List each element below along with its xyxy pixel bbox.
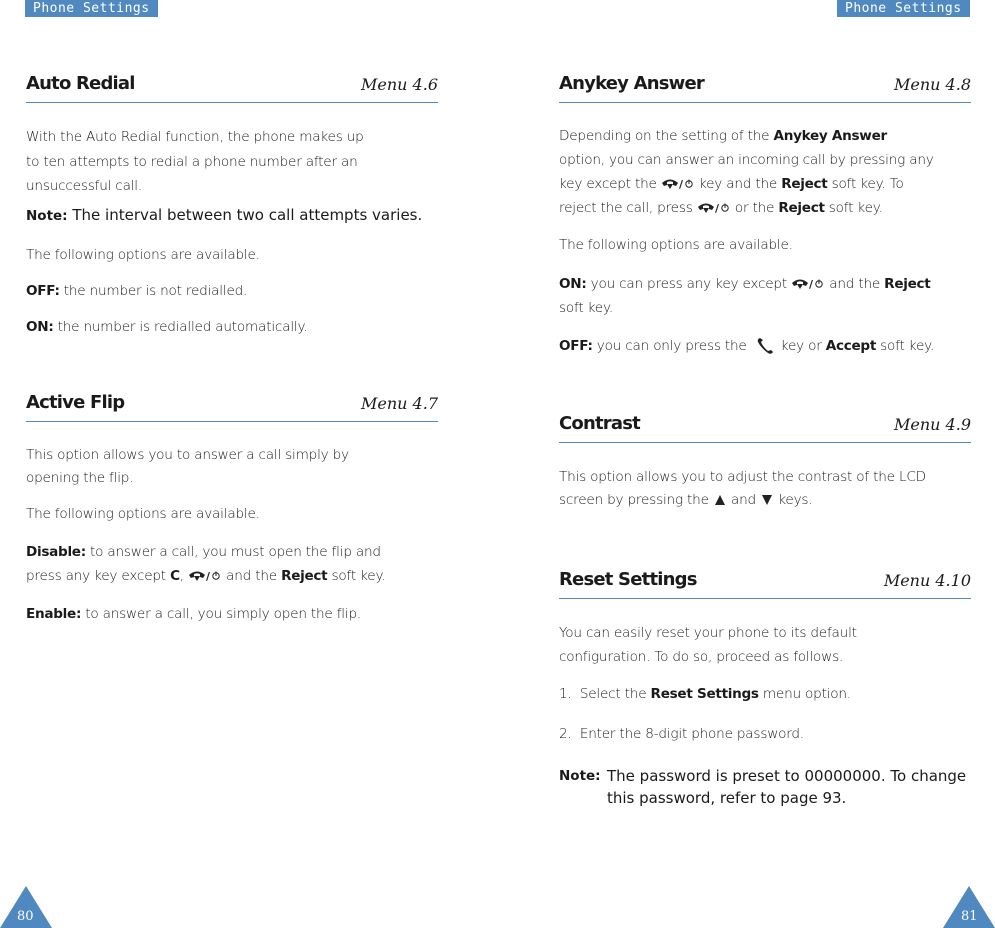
option-off: OFF: the number is not redialled. bbox=[26, 283, 248, 299]
section-title: Contrast bbox=[559, 413, 640, 434]
section-header bbox=[26, 72, 438, 103]
page-number-right: 81 bbox=[943, 886, 995, 928]
paragraph: The following options are available. bbox=[26, 247, 260, 263]
header-tab-left: Phone Settings bbox=[25, 0, 158, 17]
paragraph: You can easily reset your phone to its default configuration. To do so, proceed as follows. bbox=[559, 625, 857, 665]
note-label: Note: bbox=[559, 768, 601, 784]
section-contrast bbox=[559, 412, 971, 443]
header-tab-right: Phone Settings bbox=[837, 0, 970, 17]
paragraph: Depending on the setting of the Anykey Answer option, you can answer an incoming call by pressing any key except the key and the Reject soft key. To reject the call, press or the Reject soft key. bbox=[559, 128, 934, 216]
paragraph: This option allows you to answer a call simply by opening the flip. bbox=[26, 447, 349, 486]
section-title: Reset Settings bbox=[559, 569, 697, 590]
menu-number: Menu 4.8 bbox=[894, 75, 971, 94]
section-header bbox=[559, 568, 971, 599]
end-power-key-icon bbox=[791, 277, 825, 291]
note-text: The interval between two call attempts varies. bbox=[72, 206, 423, 224]
down-arrow-icon bbox=[760, 493, 774, 507]
section-header bbox=[559, 72, 971, 103]
section-header bbox=[26, 391, 438, 422]
page-number-left: 80 bbox=[0, 886, 52, 928]
option-off: OFF: you can only press the key or Accept soft key. bbox=[559, 338, 935, 354]
section-anykey-answer bbox=[559, 72, 971, 103]
option-enable: Enable: to answer a call, you simply open the flip. bbox=[26, 606, 361, 622]
menu-number: Menu 4.9 bbox=[894, 415, 971, 434]
section-reset-settings bbox=[559, 568, 971, 599]
step-1: 1. Select the Reset Settings menu option. bbox=[559, 686, 851, 702]
option-on: ON: you can press any key except and the Reject soft key. bbox=[559, 276, 931, 316]
up-arrow-icon bbox=[713, 493, 727, 507]
menu-number: Menu 4.6 bbox=[361, 75, 438, 94]
section-title: Active Flip bbox=[26, 392, 125, 413]
paragraph: This option allows you to adjust the contrast of the LCD screen by pressing the and keys. bbox=[559, 469, 926, 508]
note bbox=[26, 204, 422, 227]
section-auto-redial bbox=[26, 72, 438, 103]
menu-number: Menu 4.10 bbox=[883, 571, 971, 590]
section-active-flip bbox=[26, 391, 438, 422]
note-text: this password, refer to page 93. bbox=[607, 789, 847, 807]
step-2: 2. Enter the 8-digit phone password. bbox=[559, 726, 804, 742]
note-label: Note: bbox=[26, 208, 68, 224]
end-power-key-icon bbox=[697, 201, 731, 215]
note bbox=[559, 765, 971, 809]
paragraph: The following options are available. bbox=[26, 506, 260, 522]
menu-number: Menu 4.7 bbox=[361, 394, 438, 413]
section-title: Anykey Answer bbox=[559, 73, 704, 94]
paragraph: The following options are available. bbox=[559, 237, 793, 253]
end-power-key-icon bbox=[661, 177, 695, 191]
paragraph: With the Auto Redial function, the phone makes up to ten attempts to redial a phone number after an unsuccessful call. bbox=[26, 129, 364, 194]
note-text: The password is preset to 00000000. To change bbox=[607, 767, 967, 785]
option-disable: Disable: to answer a call, you must open the flip and press any key except C, and the Reject soft key. bbox=[26, 544, 386, 584]
send-key-icon bbox=[751, 336, 777, 356]
end-power-key-icon bbox=[188, 569, 222, 583]
option-on: ON: the number is redialled automatically. bbox=[26, 319, 308, 335]
section-title: Auto Redial bbox=[26, 73, 135, 94]
section-header bbox=[559, 412, 971, 443]
